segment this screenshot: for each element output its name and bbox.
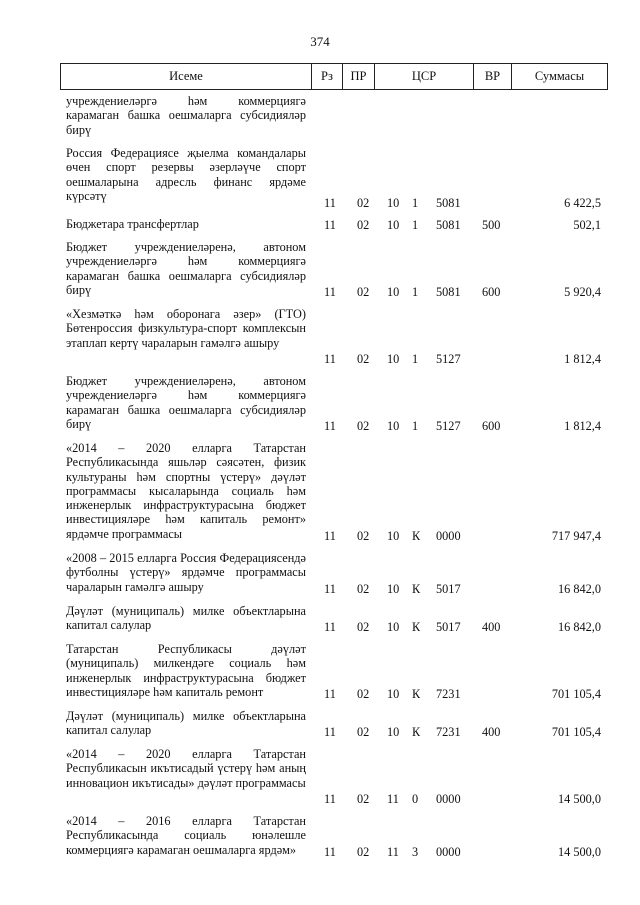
row-pr: 02: [357, 528, 370, 543]
row-csr-1: 10: [387, 686, 400, 701]
row-sum: 6 422,5: [564, 195, 601, 210]
row-csr-3: 5127: [436, 418, 461, 433]
row-csr-3: 0000: [436, 528, 461, 543]
row-csr-2: 3: [412, 844, 419, 859]
row-name: Дәүләт (муниципаль) милке объектларына капитал салулар: [66, 604, 306, 633]
table-row: [0, 217, 640, 232]
row-pr: 02: [357, 351, 370, 366]
header-sum: Суммасы: [534, 69, 585, 83]
row-name: «Хезмәткә һәм оборонага әзер» (ГТО) Бөтенроссия физкультура-спорт комплексын этаплап кертү чараларын гамәлгә ашыру: [66, 307, 306, 350]
row-pr: 02: [357, 724, 370, 739]
header-csr: ЦСР: [375, 64, 474, 89]
row-csr-2: 1: [412, 217, 419, 232]
row-name: учреждениеләргә һәм коммерциягә карамаган башка оешмаларга субсидияләр бирү: [66, 94, 306, 137]
table-row: [0, 747, 640, 806]
row-vr: 600: [482, 284, 501, 299]
row-csr-2: К: [412, 619, 421, 634]
row-sum: 1 812,4: [564, 418, 601, 433]
row-sum: 701 105,4: [551, 686, 601, 701]
row-csr-3: 0000: [436, 791, 461, 806]
row-sum: 14 500,0: [557, 791, 601, 806]
row-csr-2: К: [412, 581, 421, 596]
row-csr-2: 1: [412, 418, 419, 433]
table-row: [0, 642, 640, 701]
row-csr-3: 5081: [436, 195, 461, 210]
row-csr-1: 10: [387, 351, 400, 366]
row-pr: 02: [357, 217, 370, 232]
row-csr-2: К: [412, 528, 421, 543]
row-csr-3: 5081: [436, 217, 461, 232]
table-row: [0, 709, 640, 739]
row-rz: 11: [324, 581, 336, 596]
row-rz: 11: [324, 351, 336, 366]
row-name: Бюджет учреждениеләренә, автоном учреждениеләргә һәм коммерциягә карамаган башка оешмаларга субсидияләр бирү: [66, 374, 306, 431]
table-header: [60, 63, 608, 90]
table-row: [0, 240, 640, 299]
table-row: [0, 441, 640, 543]
row-csr-2: 0: [412, 791, 419, 806]
row-name: Бюджетара трансфертлар: [66, 217, 199, 231]
row-name: «2014 – 2016 елларга Татарстан Республикасында социаль юнәлешле коммерциягә карамаган оешмаларга ярдәм»: [66, 814, 306, 857]
row-csr-1: 10: [387, 619, 400, 634]
row-name: Татарстан Республикасы дәүләт (муниципаль) милкендәге социаль һәм инженерлык инфраструктурасына бюджет инвестицияләре һәм капиталь ремонт: [66, 642, 306, 699]
row-name: «2014 – 2020 елларга Татарстан Республикасында яшьләр сәясәтен, физик культураны һәм спортны үстерү» дәүләт программасы кысаларында социаль һәм инженерлык инфраструктурасына бюджет инвестицияләре һәм капиталь ремонт» ярдәмче программасы: [66, 441, 306, 541]
row-vr: 500: [482, 217, 501, 232]
row-pr: 02: [357, 284, 370, 299]
table-row: [0, 604, 640, 634]
table-row: [0, 146, 640, 210]
row-csr-1: 10: [387, 418, 400, 433]
row-pr: 02: [357, 791, 370, 806]
row-csr-3: 5017: [436, 619, 461, 634]
row-rz: 11: [324, 619, 336, 634]
row-csr-1: 11: [387, 791, 399, 806]
row-pr: 02: [357, 581, 370, 596]
row-rz: 11: [324, 528, 336, 543]
table-row: [0, 551, 640, 596]
header-pr: ПР: [343, 64, 375, 89]
row-csr-2: 1: [412, 195, 419, 210]
row-name: «2008 – 2015 елларга Россия Федерациясендә футболны үстерү» ярдәмче программасы чараларын гамәлгә ашыру: [66, 551, 306, 594]
row-sum: 701 105,4: [551, 724, 601, 739]
row-pr: 02: [357, 844, 370, 859]
row-sum: 16 842,0: [557, 581, 601, 596]
header-rz: Рз: [312, 64, 343, 89]
row-csr-1: 10: [387, 724, 400, 739]
row-csr-1: 10: [387, 195, 400, 210]
row-rz: 11: [324, 284, 336, 299]
row-csr-1: 10: [387, 284, 400, 299]
row-rz: 11: [324, 195, 336, 210]
row-vr: 400: [482, 724, 501, 739]
row-csr-1: 10: [387, 528, 400, 543]
row-csr-3: 7231: [436, 724, 461, 739]
row-csr-1: 10: [387, 581, 400, 596]
row-csr-1: 10: [387, 217, 400, 232]
row-rz: 11: [324, 686, 336, 701]
row-csr-2: 1: [412, 351, 419, 366]
table-body: [0, 94, 640, 859]
row-csr-3: 5017: [436, 581, 461, 596]
row-name: Дәүләт (муниципаль) милке объектларына капитал салулар: [66, 709, 306, 738]
row-rz: 11: [324, 791, 336, 806]
row-rz: 11: [324, 844, 336, 859]
row-pr: 02: [357, 686, 370, 701]
row-sum: 16 842,0: [557, 619, 601, 634]
row-name: Россия Федерациясе җыелма командалары өчен спорт резервы әзерләүче спорт оешмаларына адресль финанс ярдәме күрсәтү: [66, 146, 306, 203]
row-csr-3: 5081: [436, 284, 461, 299]
row-rz: 11: [324, 418, 336, 433]
row-csr-3: 0000: [436, 844, 461, 859]
row-csr-2: К: [412, 724, 421, 739]
page-number: 374: [310, 34, 330, 49]
row-csr-3: 7231: [436, 686, 461, 701]
row-csr-2: К: [412, 686, 421, 701]
row-csr-2: 1: [412, 284, 419, 299]
table-row: [0, 374, 640, 433]
table-row: [0, 307, 640, 366]
row-sum: 5 920,4: [564, 284, 601, 299]
row-sum: 717 947,4: [551, 528, 601, 543]
row-vr: 400: [482, 619, 501, 634]
row-csr-1: 11: [387, 844, 399, 859]
row-pr: 02: [357, 619, 370, 634]
row-name: «2014 – 2020 елларга Татарстан Республикасын икътисадый үстерү һәм аның инновацион икътисады» дәүләт программасы: [66, 747, 306, 790]
row-name: Бюджет учреждениеләренә, автоном учреждениеләргә һәм коммерциягә карамаган башка оешмаларга субсидияләр бирү: [66, 240, 306, 297]
table-row: [0, 94, 640, 146]
row-sum: 502,1: [573, 217, 601, 232]
header-vr: ВР: [474, 64, 512, 89]
row-pr: 02: [357, 195, 370, 210]
row-sum: 1 812,4: [564, 351, 601, 366]
row-vr: 600: [482, 418, 501, 433]
table-row: [0, 814, 640, 859]
header-name: Исеме: [61, 64, 312, 89]
row-sum: 14 500,0: [557, 844, 601, 859]
row-rz: 11: [324, 724, 336, 739]
row-rz: 11: [324, 217, 336, 232]
row-pr: 02: [357, 418, 370, 433]
row-csr-3: 5127: [436, 351, 461, 366]
